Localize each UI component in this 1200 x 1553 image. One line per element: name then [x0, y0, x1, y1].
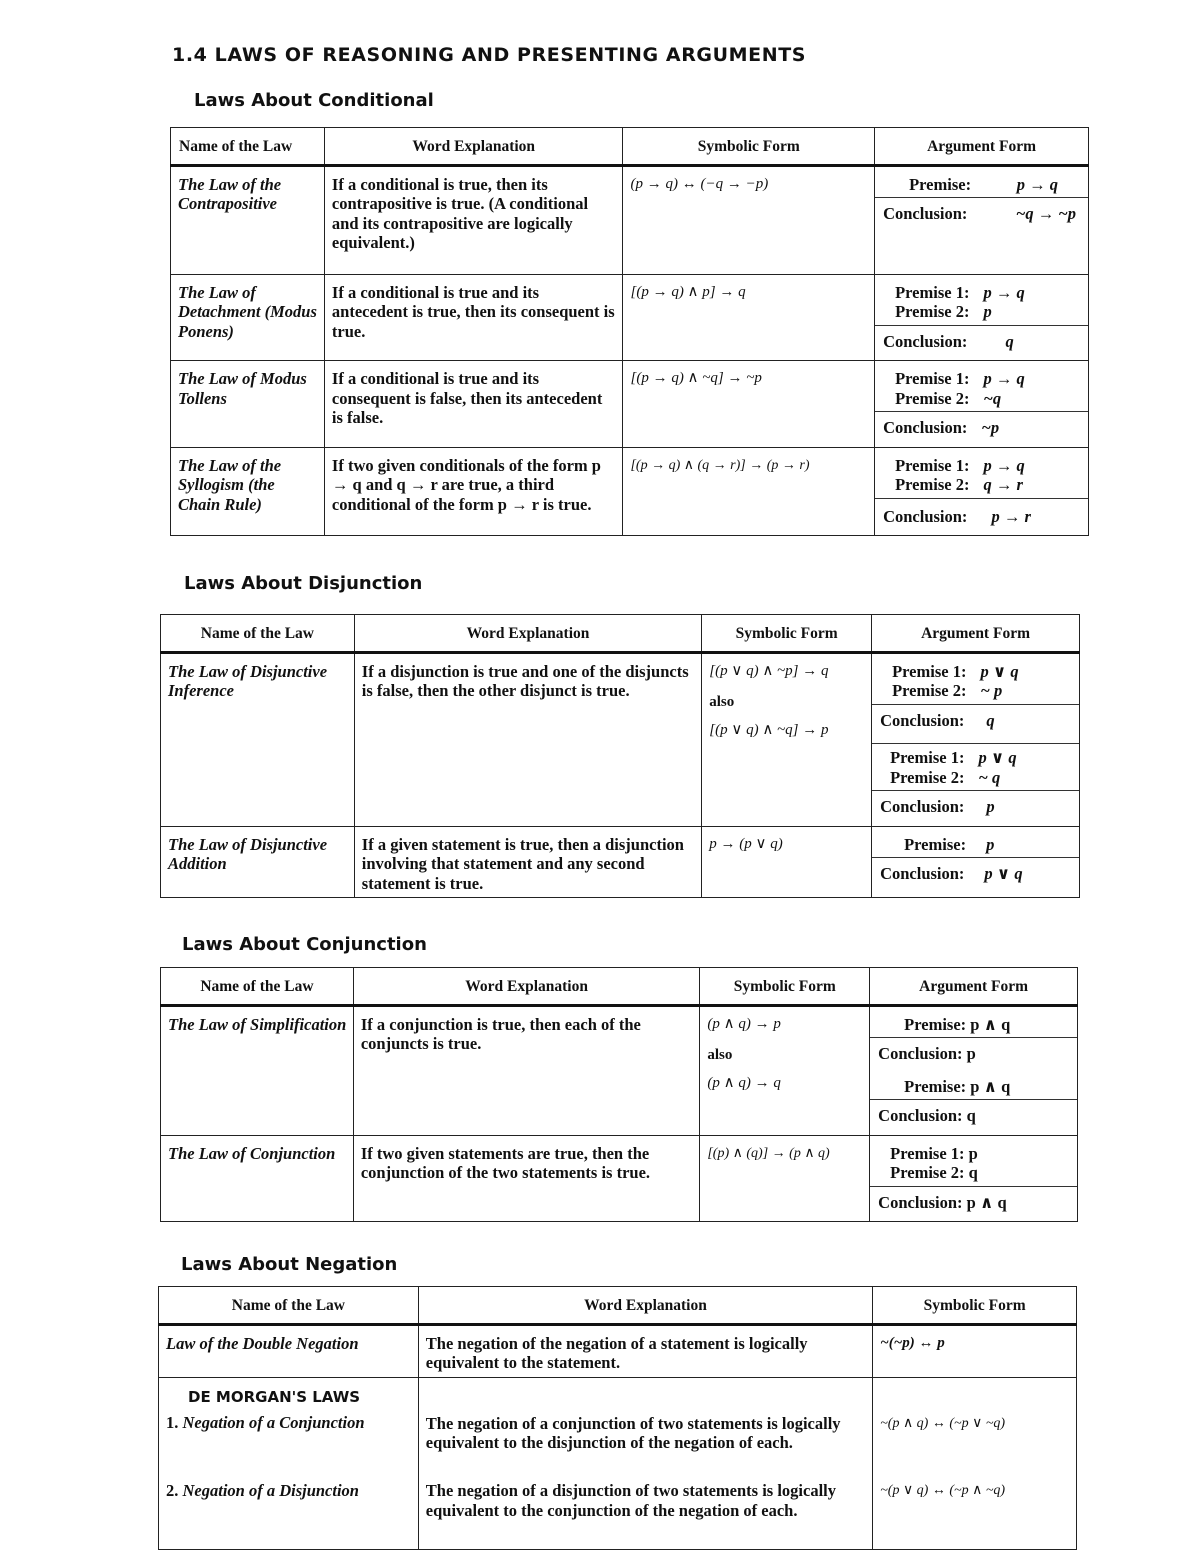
conditional-table: [170, 127, 1089, 536]
conclusion-label: Conclusion:: [880, 864, 965, 883]
law-explanation: If two given conditionals of the form p → q and q → r are true, a third conditional of the form p → r is true.: [324, 447, 623, 536]
law-explanation: If a given statement is true, then a disjunction involving that statement and any second statement is true.: [354, 826, 701, 898]
disjunction-table: [160, 614, 1080, 898]
conclusion-label: Conclusion:: [883, 204, 968, 223]
law-symbolic-form: [(p → q) ∧ (q → r)] → (p → r): [623, 447, 875, 536]
premise-block: [875, 456, 1088, 499]
premise-block: [870, 1144, 1077, 1187]
table-row: [161, 826, 1080, 898]
symbolic-form-line: [(p ∨ q) ∧ ~p] → q: [709, 662, 829, 679]
section-heading-disjunction: Laws About Disjunction: [184, 573, 423, 594]
table-row: [161, 652, 1080, 826]
law-symbolic-form: [700, 1005, 870, 1135]
column-header: Word Explanation: [353, 968, 700, 1006]
premise-value: ~ q: [978, 767, 1001, 787]
conclusion-block: Conclusion: p: [878, 1044, 976, 1063]
table-row: [159, 1324, 1077, 1377]
column-header: Symbolic Form: [702, 615, 872, 653]
conclusion-block: [875, 505, 1088, 532]
conclusion-label: Conclusion:: [883, 418, 968, 437]
law-symbolic-form: ~(~p) ↔ p: [880, 1334, 945, 1351]
column-header: Argument Form: [872, 615, 1080, 653]
table-row: [171, 274, 1089, 361]
column-header: Name of the Law: [161, 615, 355, 653]
conclusion-label: Conclusion:: [880, 797, 965, 816]
premise-value: p → q: [983, 369, 1025, 388]
law-symbolic-form: [(p → q) ∧ ~q] → ~p: [623, 361, 875, 448]
table-header-row: [161, 615, 1080, 653]
table-row: [159, 1377, 1077, 1477]
column-header: Word Explanation: [418, 1287, 872, 1325]
also-label: also: [707, 1047, 733, 1063]
section-heading-conditional: Laws About Conditional: [194, 90, 434, 111]
table-row: [161, 1135, 1078, 1222]
conclusion-block: [875, 416, 1088, 443]
argument-form: [875, 274, 1089, 361]
column-header: Name of the Law: [159, 1287, 419, 1325]
law-symbolic-form: ~(p ∧ q) ↔ (~p ∨ ~q): [880, 1415, 1006, 1431]
premise-value: ~q: [983, 388, 1002, 408]
column-header: Name of the Law: [171, 128, 325, 166]
argument-form: [870, 1135, 1078, 1222]
conclusion-block: Conclusion: q: [878, 1106, 976, 1125]
law-name: [159, 1477, 419, 1549]
law-symbolic-form: p → (p ∨ q): [702, 826, 872, 898]
argument-form: [872, 826, 1080, 898]
law-name-text: Negation of a Disjunction: [182, 1481, 359, 1500]
premise-label: Premise 1:: [895, 369, 970, 388]
law-name: The Law of Disjunctive Addition: [161, 826, 355, 898]
law-explanation: If a conditional is true and its antecedent is true, then its consequent is true.: [324, 274, 623, 361]
column-header: Argument Form: [875, 128, 1089, 166]
de-morgan-heading: DE MORGAN'S LAWS: [188, 1387, 361, 1406]
premise-block: [875, 369, 1088, 412]
law-name: The Law of Conjunction: [161, 1135, 354, 1222]
conclusion-label: Conclusion:: [883, 506, 968, 526]
section-heading-conjunction: Laws About Conjunction: [182, 934, 427, 955]
law-name: The Law of the Contrapositive: [171, 165, 325, 274]
column-header: Word Explanation: [354, 615, 701, 653]
premise-block: [872, 835, 1079, 859]
premise-value: p → q: [983, 455, 1025, 475]
premise-value: q → r: [983, 475, 1023, 494]
premise-label: Premise 2:: [890, 767, 965, 787]
symbolic-form-line: [(p ∨ q) ∧ ~q] → p: [709, 721, 829, 738]
premise-label: Premise 2:: [895, 388, 970, 408]
argument-form: [870, 1005, 1078, 1135]
law-symbolic-form: [(p) ∧ (q)] → (p ∧ q): [700, 1135, 870, 1222]
premise-label: Premise 1:: [890, 748, 965, 767]
symbolic-form-line: (p ∧ q) → q: [707, 1074, 781, 1091]
law-symbolic-form: [(p → q) ∧ p] → q: [623, 274, 875, 361]
law-explanation: The negation of a conjunction of two statements is logically equivalent to the disjunction of the negation of each.: [418, 1377, 872, 1477]
conclusion-value: p → r: [991, 506, 1031, 526]
law-explanation: The negation of a disjunction of two statements is logically equivalent to the conjunction of the negation of each.: [418, 1477, 872, 1549]
premise-label: Premise 1:: [892, 661, 967, 681]
argument-form: [875, 361, 1089, 448]
table-row: [159, 1477, 1077, 1549]
column-header: Argument Form: [870, 968, 1078, 1006]
premise-label: Premise:: [909, 174, 972, 194]
item-number: 1.: [166, 1413, 179, 1432]
premise-label: Premise 1:: [895, 282, 970, 302]
conclusion-value: q: [1005, 331, 1014, 351]
law-name: The Law of Detachment (Modus Ponens): [171, 274, 325, 361]
conclusion-block: Conclusion: p ∧ q: [878, 1192, 1007, 1212]
premise-label: Premise 1:: [895, 455, 970, 475]
table-header-row: [159, 1287, 1077, 1325]
premise-line: Premise 2: q: [890, 1163, 978, 1182]
premise-label: Premise 2:: [892, 681, 967, 700]
law-symbolic-form: [702, 652, 872, 826]
negation-table: [158, 1286, 1077, 1550]
law-name: Law of the Double Negation: [159, 1324, 419, 1377]
law-explanation: If a conditional is true, then its contrapositive is true. (A conditional and its contrapositive are logically equivalent.): [324, 165, 623, 274]
premise-value: p ∨ q: [980, 661, 1019, 681]
premise-label: Premise:: [904, 834, 967, 854]
premise-value: p ∨ q: [978, 748, 1017, 767]
column-header: Name of the Law: [161, 968, 354, 1006]
law-name: The Law of Modus Tollens: [171, 361, 325, 448]
premise-block: [872, 662, 1079, 705]
law-name-text: Negation of a Conjunction: [182, 1413, 365, 1432]
argument-form: [875, 165, 1089, 274]
law-explanation: If a conjunction is true, then each of the conjuncts is true.: [353, 1005, 700, 1135]
law-name: The Law of Simplification: [161, 1005, 354, 1135]
conclusion-block: [875, 202, 1088, 229]
law-explanation: The negation of the negation of a statement is logically equivalent to the statement.: [418, 1324, 872, 1377]
law-explanation: If a conditional is true and its consequent is false, then its antecedent is false.: [324, 361, 623, 448]
column-header: Word Explanation: [324, 128, 623, 166]
premise-block: [872, 743, 1079, 791]
law-name: The Law of Disjunctive Inference: [161, 652, 355, 826]
conclusion-block: [872, 709, 1079, 736]
premise-label: Premise 2:: [895, 475, 970, 494]
law-symbolic-form: (p → q) ↔ (−q → −p): [623, 165, 875, 274]
law-name: The Law of the Syllogism (the Chain Rule): [171, 447, 325, 536]
law-symbolic-form: ~(p ∨ q) ↔ (~p ∧ ~q): [880, 1483, 1006, 1498]
premise-value: p: [983, 302, 992, 321]
conclusion-block: [872, 795, 1079, 822]
item-number: 2.: [166, 1481, 179, 1500]
column-header: Symbolic Form: [873, 1287, 1077, 1325]
premise-label: Premise 2:: [895, 302, 970, 321]
conclusion-label: Conclusion:: [883, 331, 968, 351]
column-header: Symbolic Form: [623, 128, 875, 166]
section-heading-negation: Laws About Negation: [181, 1254, 398, 1275]
premise-value: p: [986, 834, 995, 854]
conclusion-block: [875, 330, 1088, 357]
table-row: [171, 165, 1089, 274]
column-header: Symbolic Form: [700, 968, 870, 1006]
conclusion-value: q: [986, 710, 995, 730]
table-header-row: [171, 128, 1089, 166]
conclusion-block: [872, 862, 1079, 889]
conclusion-value: p ∨ q: [984, 864, 1023, 883]
argument-form: [875, 447, 1089, 536]
premise-block: Premise: p ∧ q: [870, 1015, 1077, 1039]
conjunction-table: [160, 967, 1078, 1222]
law-name: [159, 1377, 419, 1477]
conclusion-value: ~p: [981, 418, 1000, 437]
argument-form: [872, 652, 1080, 826]
law-explanation: If a disjunction is true and one of the disjuncts is false, then the other disjunct is true.: [354, 652, 701, 826]
premise-value: p → q: [1016, 174, 1058, 194]
premise-value: p → q: [983, 282, 1025, 302]
symbolic-form-line: (p ∧ q) → p: [707, 1015, 781, 1032]
conclusion-value: ~q → ~p: [1015, 204, 1076, 223]
premise-value: ~ p: [980, 681, 1003, 700]
table-row: [171, 361, 1089, 448]
table-row: [171, 447, 1089, 536]
table-row: [161, 1005, 1078, 1135]
table-header-row: [161, 968, 1078, 1006]
conclusion-label: Conclusion:: [880, 710, 965, 730]
premise-block: Premise: p ∧ q: [870, 1077, 1077, 1101]
law-explanation: If two given statements are true, then the conjunction of the two statements is true.: [353, 1135, 700, 1222]
premise-line: Premise 1: p: [890, 1143, 978, 1163]
premise-block: [875, 175, 1088, 199]
also-label: also: [709, 694, 735, 710]
conclusion-value: p: [986, 797, 995, 816]
premise-block: [875, 283, 1088, 326]
page-title: 1.4 LAWS OF REASONING AND PRESENTING ARGUMENTS: [172, 44, 807, 66]
